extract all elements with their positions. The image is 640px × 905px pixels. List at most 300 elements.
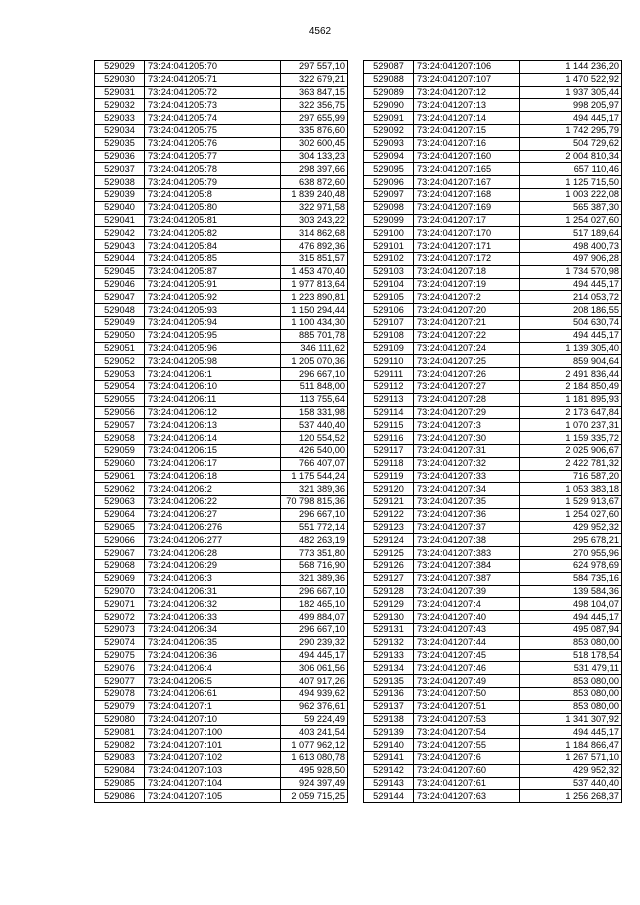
value-cell: 1 529 913,67: [520, 496, 622, 509]
value-cell: 1 267 571,10: [520, 752, 622, 765]
value-cell: 1 254 027,60: [520, 214, 622, 227]
cadastral-number-cell: 73:24:041206:29: [145, 560, 281, 573]
value-cell: 70 798 815,36: [281, 496, 348, 509]
record-number-cell: 529061: [95, 470, 145, 483]
cadastral-number-cell: 73:24:041207:49: [414, 675, 520, 688]
table-row: [95, 380, 348, 393]
cadastral-number-cell: 73:24:041207:1: [145, 700, 281, 713]
record-number-cell: 529033: [95, 112, 145, 125]
table-row: [364, 585, 622, 598]
table-row: [95, 99, 348, 112]
cadastral-number-cell: 73:24:041207:45: [414, 649, 520, 662]
cadastral-number-cell: 73:24:041205:80: [145, 201, 281, 214]
table-row: [95, 240, 348, 253]
value-cell: 2 004 810,34: [520, 150, 622, 163]
record-number-cell: 529087: [364, 61, 414, 74]
value-cell: 1 742 295,79: [520, 124, 622, 137]
record-number-cell: 529141: [364, 752, 414, 765]
record-number-cell: 529125: [364, 547, 414, 560]
cadastral-number-cell: 73:24:041207:3: [414, 419, 520, 432]
cadastral-number-cell: 73:24:041207:22: [414, 329, 520, 342]
cadastral-number-cell: 73:24:041206:5: [145, 675, 281, 688]
cadastral-number-cell: 73:24:041206:22: [145, 496, 281, 509]
table-row: [95, 726, 348, 739]
value-cell: 1 144 236,20: [520, 61, 622, 74]
record-number-cell: 529091: [364, 112, 414, 125]
value-cell: 1 139 305,40: [520, 342, 622, 355]
value-cell: 1 125 715,50: [520, 176, 622, 189]
cadastral-number-cell: 73:24:041207:168: [414, 188, 520, 201]
table-row: [95, 470, 348, 483]
record-number-cell: 529067: [95, 547, 145, 560]
record-number-cell: 529120: [364, 483, 414, 496]
value-cell: 565 387,30: [520, 201, 622, 214]
cadastral-number-cell: 73:24:041207:29: [414, 406, 520, 419]
cadastral-number-cell: 73:24:041205:87: [145, 265, 281, 278]
value-cell: 551 772,14: [281, 521, 348, 534]
record-number-cell: 529094: [364, 150, 414, 163]
record-number-cell: 529042: [95, 227, 145, 240]
value-cell: 429 952,32: [520, 521, 622, 534]
record-number-cell: 529048: [95, 304, 145, 317]
value-cell: 296 667,10: [281, 368, 348, 381]
record-number-cell: 529127: [364, 572, 414, 585]
table-row: [364, 534, 622, 547]
cadastral-number-cell: 73:24:041207:37: [414, 521, 520, 534]
value-cell: 2 491 836,44: [520, 368, 622, 381]
record-number-cell: 529119: [364, 470, 414, 483]
record-number-cell: 529060: [95, 457, 145, 470]
record-number-cell: 529080: [95, 713, 145, 726]
table-row: [95, 790, 348, 803]
value-cell: 1 159 335,72: [520, 432, 622, 445]
value-cell: 531 479,11: [520, 662, 622, 675]
cadastral-number-cell: 73:24:041207:44: [414, 636, 520, 649]
table-row: [364, 112, 622, 125]
cadastral-number-cell: 73:24:041207:102: [145, 752, 281, 765]
cadastral-number-cell: 73:24:041207:27: [414, 380, 520, 393]
record-number-cell: 529036: [95, 150, 145, 163]
table-row: [95, 355, 348, 368]
cadastral-number-cell: 73:24:041207:60: [414, 764, 520, 777]
value-cell: 1 070 237,31: [520, 419, 622, 432]
table-row: [364, 342, 622, 355]
cadastral-number-cell: 73:24:041207:383: [414, 547, 520, 560]
record-number-cell: 529081: [95, 726, 145, 739]
table-row: [95, 636, 348, 649]
table-row: [364, 124, 622, 137]
table-row: [95, 163, 348, 176]
record-number-cell: 529144: [364, 790, 414, 803]
cadastral-number-cell: 73:24:041207:63: [414, 790, 520, 803]
value-cell: 322 679,21: [281, 73, 348, 86]
cadastral-number-cell: 73:24:041207:19: [414, 278, 520, 291]
table-row: [364, 316, 622, 329]
table-row: [364, 649, 622, 662]
record-number-cell: 529070: [95, 585, 145, 598]
value-cell: 314 862,68: [281, 227, 348, 240]
value-cell: 1 205 070,36: [281, 355, 348, 368]
record-number-cell: 529137: [364, 700, 414, 713]
cadastral-number-cell: 73:24:041206:36: [145, 649, 281, 662]
record-number-cell: 529114: [364, 406, 414, 419]
table-row: [95, 329, 348, 342]
table-row: [95, 137, 348, 150]
table-row: [364, 291, 622, 304]
record-number-cell: 529085: [95, 777, 145, 790]
cadastral-number-cell: 73:24:041207:33: [414, 470, 520, 483]
table-row: [364, 790, 622, 803]
table-row: [364, 406, 622, 419]
table-row: [95, 393, 348, 406]
table-row: [364, 380, 622, 393]
value-cell: 498 400,73: [520, 240, 622, 253]
record-number-cell: 529077: [95, 675, 145, 688]
table-row: [364, 496, 622, 509]
table-row: [95, 457, 348, 470]
cadastral-number-cell: 73:24:041207:169: [414, 201, 520, 214]
cadastral-number-cell: 73:24:041206:1: [145, 368, 281, 381]
value-cell: 537 440,40: [520, 777, 622, 790]
cadastral-number-cell: 73:24:041207:104: [145, 777, 281, 790]
record-number-cell: 529108: [364, 329, 414, 342]
cadastral-number-cell: 73:24:041205:78: [145, 163, 281, 176]
cadastral-number-cell: 73:24:041205:71: [145, 73, 281, 86]
cadastral-number-cell: 73:24:041206:276: [145, 521, 281, 534]
value-cell: 2 184 850,49: [520, 380, 622, 393]
value-cell: 494 445,17: [520, 611, 622, 624]
table-row: [364, 444, 622, 457]
record-number-cell: 529096: [364, 176, 414, 189]
table-row: [95, 432, 348, 445]
cadastral-number-cell: 73:24:041207:165: [414, 163, 520, 176]
cadastral-number-cell: 73:24:041207:16: [414, 137, 520, 150]
value-cell: 2 422 781,32: [520, 457, 622, 470]
value-cell: 504 729,62: [520, 137, 622, 150]
value-cell: 853 080,00: [520, 636, 622, 649]
table-row: [95, 201, 348, 214]
cadastral-number-cell: 73:24:041205:72: [145, 86, 281, 99]
value-cell: 1 613 080,78: [281, 752, 348, 765]
table-row: [95, 342, 348, 355]
value-cell: 517 189,64: [520, 227, 622, 240]
table-row: [95, 214, 348, 227]
record-number-cell: 529124: [364, 534, 414, 547]
value-cell: 584 735,16: [520, 572, 622, 585]
cadastral-number-cell: 73:24:041206:12: [145, 406, 281, 419]
value-cell: 494 445,17: [281, 649, 348, 662]
record-number-cell: 529041: [95, 214, 145, 227]
cadastral-number-cell: 73:24:041207:55: [414, 739, 520, 752]
table-row: [95, 227, 348, 240]
cadastral-number-cell: 73:24:041205:79: [145, 176, 281, 189]
value-cell: 302 600,45: [281, 137, 348, 150]
record-number-cell: 529133: [364, 649, 414, 662]
value-cell: 158 331,98: [281, 406, 348, 419]
record-number-cell: 529128: [364, 585, 414, 598]
table-row: [95, 252, 348, 265]
cadastral-number-cell: 73:24:041205:93: [145, 304, 281, 317]
table-row: [364, 176, 622, 189]
table-row: [364, 214, 622, 227]
table-row: [364, 73, 622, 86]
cadastral-number-cell: 73:24:041205:75: [145, 124, 281, 137]
cadastral-number-cell: 73:24:041205:98: [145, 355, 281, 368]
table-row: [364, 99, 622, 112]
table-row: [364, 521, 622, 534]
value-cell: 657 110,46: [520, 163, 622, 176]
value-cell: 1 100 434,30: [281, 316, 348, 329]
value-cell: 495 928,50: [281, 764, 348, 777]
cadastral-number-cell: 73:24:041207:105: [145, 790, 281, 803]
table-row: [95, 752, 348, 765]
record-number-cell: 529059: [95, 444, 145, 457]
cadastral-number-cell: 73:24:041207:12: [414, 86, 520, 99]
value-cell: 304 133,23: [281, 150, 348, 163]
record-number-cell: 529092: [364, 124, 414, 137]
cadastral-number-cell: 73:24:041207:100: [145, 726, 281, 739]
cadastral-number-cell: 73:24:041206:34: [145, 624, 281, 637]
table-row: [364, 572, 622, 585]
record-number-cell: 529071: [95, 598, 145, 611]
table-row: [95, 675, 348, 688]
cadastral-number-cell: 73:24:041206:35: [145, 636, 281, 649]
value-cell: 497 906,28: [520, 252, 622, 265]
record-number-cell: 529056: [95, 406, 145, 419]
cadastral-number-cell: 73:24:041206:13: [145, 419, 281, 432]
cadastral-number-cell: 73:24:041207:14: [414, 112, 520, 125]
table-row: [364, 265, 622, 278]
table-row: [95, 112, 348, 125]
table-row: [364, 700, 622, 713]
record-number-cell: 529057: [95, 419, 145, 432]
table-row: [95, 188, 348, 201]
record-number-cell: 529093: [364, 137, 414, 150]
record-number-cell: 529072: [95, 611, 145, 624]
table-row: [364, 227, 622, 240]
record-number-cell: 529054: [95, 380, 145, 393]
table-row: [364, 252, 622, 265]
record-number-cell: 529095: [364, 163, 414, 176]
table-row: [364, 547, 622, 560]
table-row: [364, 752, 622, 765]
value-cell: 494 445,17: [520, 278, 622, 291]
record-number-cell: 529029: [95, 61, 145, 74]
value-cell: 1 977 813,64: [281, 278, 348, 291]
value-cell: 499 884,07: [281, 611, 348, 624]
value-cell: 403 241,54: [281, 726, 348, 739]
table-row: [95, 496, 348, 509]
record-number-cell: 529065: [95, 521, 145, 534]
table-row: [95, 368, 348, 381]
value-cell: 322 356,75: [281, 99, 348, 112]
table-row: [95, 739, 348, 752]
cadastral-number-cell: 73:24:041207:171: [414, 240, 520, 253]
cadastral-number-cell: 73:24:041207:4: [414, 598, 520, 611]
table-row: [364, 688, 622, 701]
table-row: [364, 201, 622, 214]
cadastral-number-cell: 73:24:041206:17: [145, 457, 281, 470]
cadastral-number-cell: 73:24:041205:85: [145, 252, 281, 265]
record-number-cell: 529062: [95, 483, 145, 496]
value-cell: 1 839 240,48: [281, 188, 348, 201]
record-number-cell: 529066: [95, 534, 145, 547]
table-row: [364, 432, 622, 445]
cadastral-number-cell: 73:24:041207:6: [414, 752, 520, 765]
record-number-cell: 529075: [95, 649, 145, 662]
cadastral-number-cell: 73:24:041207:20: [414, 304, 520, 317]
table-row: [364, 86, 622, 99]
value-cell: 346 111,62: [281, 342, 348, 355]
cadastral-number-cell: 73:24:041207:10: [145, 713, 281, 726]
cadastral-number-cell: 73:24:041206:3: [145, 572, 281, 585]
cadastral-number-cell: 73:24:041207:17: [414, 214, 520, 227]
table-row: [95, 61, 348, 74]
table-row: [364, 598, 622, 611]
value-cell: 495 087,94: [520, 624, 622, 637]
table-row: [364, 713, 622, 726]
cadastral-number-cell: 73:24:041207:61: [414, 777, 520, 790]
table-row: [95, 598, 348, 611]
cadastral-number-cell: 73:24:041206:4: [145, 662, 281, 675]
table-row: [95, 278, 348, 291]
value-cell: 716 587,20: [520, 470, 622, 483]
table-row: [95, 124, 348, 137]
record-number-cell: 529098: [364, 201, 414, 214]
table-row: [364, 278, 622, 291]
page-number: 4562: [308, 26, 332, 37]
value-cell: 303 243,22: [281, 214, 348, 227]
record-number-cell: 529068: [95, 560, 145, 573]
cadastral-number-cell: 73:24:041205:81: [145, 214, 281, 227]
record-number-cell: 529039: [95, 188, 145, 201]
record-number-cell: 529123: [364, 521, 414, 534]
record-number-cell: 529058: [95, 432, 145, 445]
value-cell: 1 184 866,47: [520, 739, 622, 752]
cadastral-number-cell: 73:24:041206:11: [145, 393, 281, 406]
record-number-cell: 529044: [95, 252, 145, 265]
value-cell: 270 955,96: [520, 547, 622, 560]
value-cell: 407 917,26: [281, 675, 348, 688]
record-number-cell: 529074: [95, 636, 145, 649]
table-row: [95, 662, 348, 675]
record-number-cell: 529129: [364, 598, 414, 611]
table-row: [95, 406, 348, 419]
record-number-cell: 529130: [364, 611, 414, 624]
record-number-cell: 529050: [95, 329, 145, 342]
record-number-cell: 529121: [364, 496, 414, 509]
cadastral-number-cell: 73:24:041206:18: [145, 470, 281, 483]
cadastral-number-cell: 73:24:041205:95: [145, 329, 281, 342]
table-row: [95, 86, 348, 99]
record-number-cell: 529051: [95, 342, 145, 355]
table-row: [95, 419, 348, 432]
record-number-cell: 529037: [95, 163, 145, 176]
value-cell: 1 175 544,24: [281, 470, 348, 483]
table-row: [364, 61, 622, 74]
record-number-cell: 529104: [364, 278, 414, 291]
table-row: [364, 163, 622, 176]
record-number-cell: 529032: [95, 99, 145, 112]
value-cell: 208 186,55: [520, 304, 622, 317]
record-number-cell: 529112: [364, 380, 414, 393]
value-cell: 297 557,10: [281, 61, 348, 74]
table-row: [364, 240, 622, 253]
table-row: [364, 304, 622, 317]
value-cell: 1 150 294,44: [281, 304, 348, 317]
record-number-cell: 529090: [364, 99, 414, 112]
record-number-cell: 529143: [364, 777, 414, 790]
cadastral-number-cell: 73:24:041205:76: [145, 137, 281, 150]
table-row: [95, 649, 348, 662]
record-number-cell: 529131: [364, 624, 414, 637]
value-cell: 482 263,19: [281, 534, 348, 547]
value-cell: 315 851,57: [281, 252, 348, 265]
record-number-cell: 529132: [364, 636, 414, 649]
cadastral-table-left: [94, 60, 348, 803]
table-row: [95, 444, 348, 457]
cadastral-number-cell: 73:24:041207:106: [414, 61, 520, 74]
cadastral-number-cell: 73:24:041207:172: [414, 252, 520, 265]
table-row: [95, 700, 348, 713]
table-row: [95, 73, 348, 86]
record-number-cell: 529107: [364, 316, 414, 329]
record-number-cell: 529073: [95, 624, 145, 637]
value-cell: 1 734 570,98: [520, 265, 622, 278]
value-cell: 1 077 962,12: [281, 739, 348, 752]
cadastral-number-cell: 73:24:041207:31: [414, 444, 520, 457]
value-cell: 853 080,00: [520, 700, 622, 713]
value-cell: 511 848,00: [281, 380, 348, 393]
record-number-cell: 529113: [364, 393, 414, 406]
cadastral-number-cell: 73:24:041206:2: [145, 483, 281, 496]
cadastral-number-cell: 73:24:041206:277: [145, 534, 281, 547]
value-cell: 290 239,32: [281, 636, 348, 649]
value-cell: 1 223 890,81: [281, 291, 348, 304]
record-number-cell: 529100: [364, 227, 414, 240]
value-cell: 335 876,60: [281, 124, 348, 137]
value-cell: 426 540,00: [281, 444, 348, 457]
value-cell: 494 445,17: [520, 329, 622, 342]
table-row: [364, 739, 622, 752]
table-row: [95, 764, 348, 777]
cadastral-number-cell: 73:24:041207:160: [414, 150, 520, 163]
value-cell: 295 678,21: [520, 534, 622, 547]
record-number-cell: 529031: [95, 86, 145, 99]
record-number-cell: 529142: [364, 764, 414, 777]
value-cell: 494 445,17: [520, 112, 622, 125]
table-row: [364, 419, 622, 432]
table-row: [364, 560, 622, 573]
table-row: [95, 547, 348, 560]
cadastral-number-cell: 73:24:041205:94: [145, 316, 281, 329]
record-number-cell: 529122: [364, 508, 414, 521]
record-number-cell: 529138: [364, 713, 414, 726]
value-cell: 537 440,40: [281, 419, 348, 432]
cadastral-number-cell: 73:24:041207:24: [414, 342, 520, 355]
table-row: [364, 777, 622, 790]
value-cell: 853 080,00: [520, 675, 622, 688]
value-cell: 494 445,17: [520, 726, 622, 739]
cadastral-number-cell: 73:24:041205:70: [145, 61, 281, 74]
table-row: [364, 137, 622, 150]
cadastral-number-cell: 73:24:041207:32: [414, 457, 520, 470]
cadastral-number-cell: 73:24:041206:32: [145, 598, 281, 611]
record-number-cell: 529035: [95, 137, 145, 150]
value-cell: 59 224,49: [281, 713, 348, 726]
record-number-cell: 529109: [364, 342, 414, 355]
table-row: [364, 188, 622, 201]
